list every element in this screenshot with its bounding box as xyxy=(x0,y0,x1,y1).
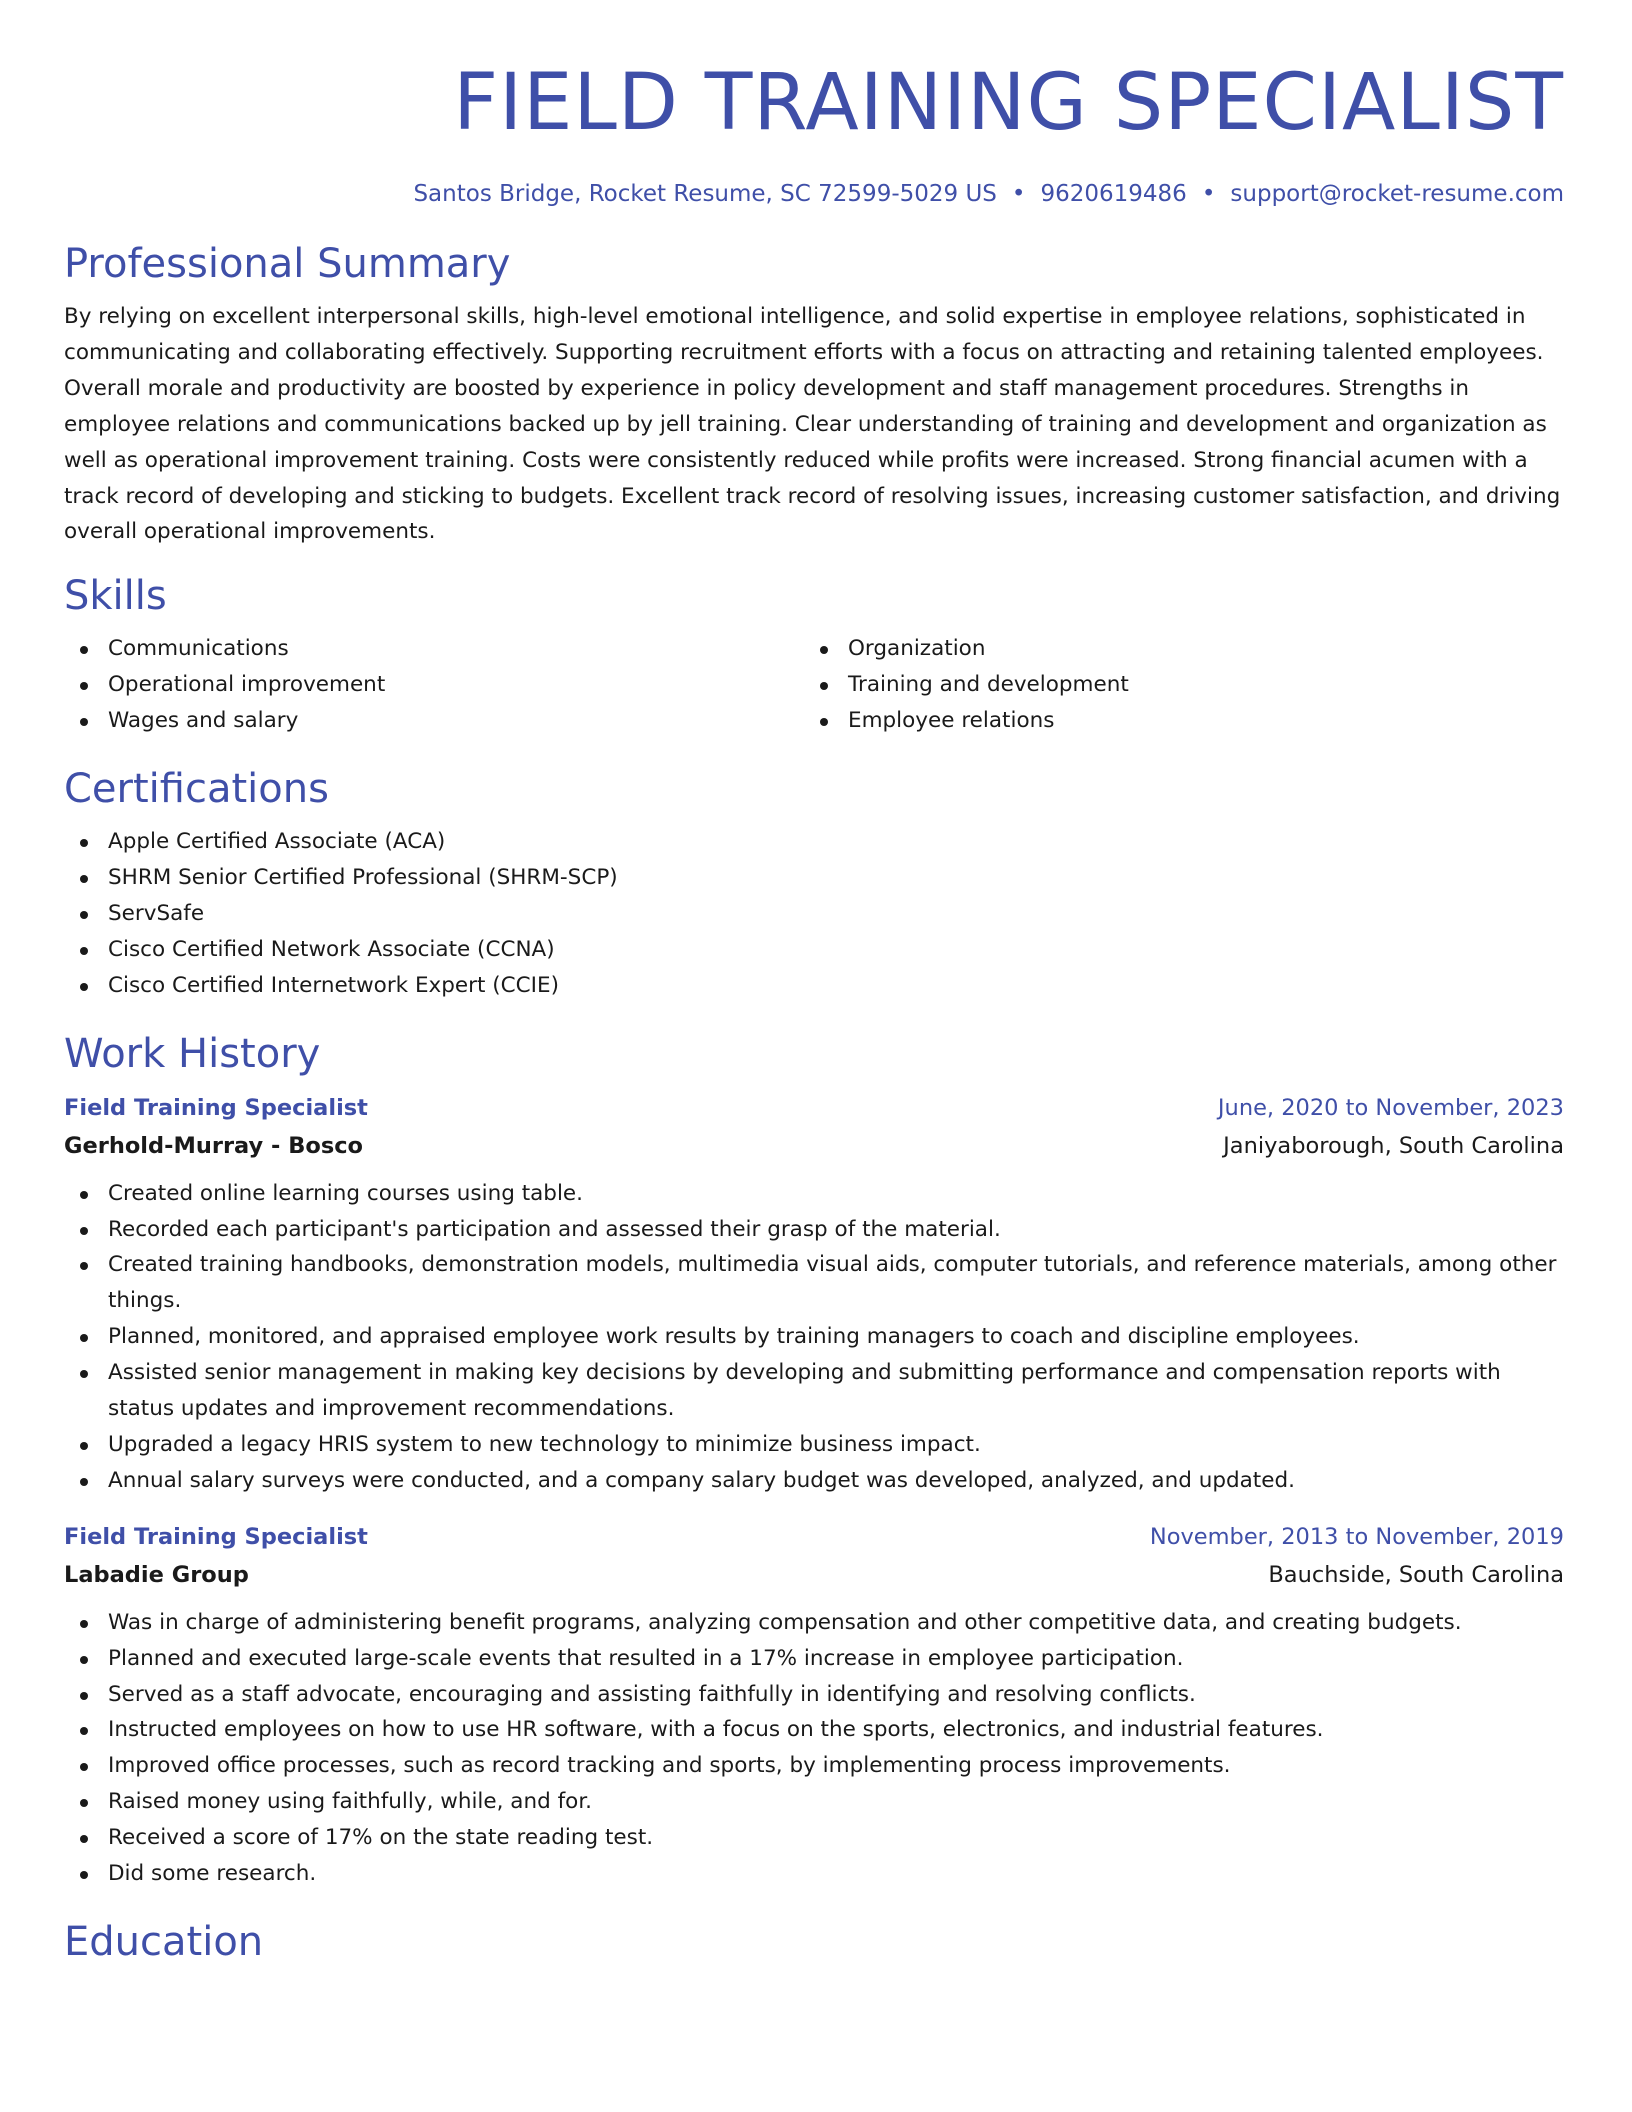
education-heading: Education xyxy=(64,1919,264,1965)
resume-page xyxy=(64,0,1564,1966)
job-dates: November, 2013 to November, 2019 xyxy=(1149,1523,1564,1550)
job-bullet: Was in charge of administering benefit programs, analyzing compensation and other competitive data, and creating budgets. xyxy=(64,1605,1564,1641)
job-location: Bauchside, South Carolina xyxy=(1268,1561,1564,1588)
certifications-list xyxy=(64,824,1564,1004)
work-history-heading: Work History xyxy=(64,1030,321,1077)
job-subheader xyxy=(64,1555,1564,1595)
address: Santos Bridge, Rocket Resume, SC 72599-5029 US xyxy=(413,181,997,207)
email-link[interactable]: support@rocket-resume.com xyxy=(1230,181,1564,207)
certification-item: SHRM Senior Certified Professional (SHRM-SCP) xyxy=(64,860,1564,896)
company-name: Labadie Group xyxy=(64,1561,249,1588)
job-bullet: Upgraded a legacy HRIS system to new technology to minimize business impact. xyxy=(64,1427,1564,1463)
job-bullet: Served as a staff advocate, encouraging and assisting faithfully in identifying and resolving conflicts. xyxy=(64,1677,1564,1713)
certification-item: ServSafe xyxy=(64,896,1564,932)
job-header xyxy=(64,1090,1564,1126)
job-bullet: Instructed employees on how to use HR software, with a focus on the sports, electronics, and industrial features. xyxy=(64,1712,1564,1748)
skills-list xyxy=(64,631,1564,739)
skills-heading: Skills xyxy=(64,573,167,620)
skill-item: Organization xyxy=(804,631,1544,667)
summary-text: By relying on excellent interpersonal skills, high-level emotional intelligence, and solid expertise in employee relations, sophisticated in communicating and collaborating effectively. Supporting recruitment efforts with a focus on attracting and retaining talented employees. Overall morale and productivity are boosted by experience in policy development and staff management procedures. Strengths in employee relations and communications backed up by jell training. Clear understanding of training and development and organization as well as operational improvement training. Costs were consistently reduced while profits were increased. Strong financial acumen with a track record of developing and sticking to budgets. Excellent track record of resolving issues, increasing customer satisfaction, and driving overall operational improvements. xyxy=(64,304,1561,545)
job-header xyxy=(64,1519,1564,1555)
skill-item: Training and development xyxy=(804,667,1544,703)
job-bullet: Planned, monitored, and appraised employee work results by training managers to coach and discipline employees. xyxy=(64,1319,1564,1355)
company-name: Gerhold-Murray - Bosco xyxy=(64,1132,364,1159)
certification-item: Cisco Certified Internetwork Expert (CCIE) xyxy=(64,968,1564,1004)
job-bullet: Raised money using faithfully, while, and for. xyxy=(64,1784,1564,1820)
job-bullet: Improved office processes, such as record tracking and sports, by implementing process improvements. xyxy=(64,1748,1564,1784)
phone: 9620619486 xyxy=(1040,181,1187,207)
job-title: Field Training Specialist xyxy=(64,1094,368,1121)
job-bullet: Annual salary surveys were conducted, and a company salary budget was developed, analyzed, and updated. xyxy=(64,1463,1564,1499)
job-bullet: Did some research. xyxy=(64,1856,1564,1892)
job-bullets xyxy=(64,1176,1564,1499)
candidate-name: FIELD TRAINING SPECIALIST xyxy=(453,58,1564,148)
summary-heading: Professional Summary xyxy=(64,241,511,287)
job-bullet: Created online learning courses using table. xyxy=(64,1176,1564,1212)
job-bullet: Created training handbooks, demonstration models, multimedia visual aids, computer tutorials, and reference materials, among other things. xyxy=(64,1247,1564,1319)
job-bullet: Received a score of 17% on the state reading test. xyxy=(64,1820,1564,1856)
job-entry xyxy=(64,1090,1564,1499)
job-bullet: Recorded each participant's participation and assessed their grasp of the material. xyxy=(64,1212,1564,1248)
job-entry xyxy=(64,1519,1564,1892)
job-dates: June, 2020 to November, 2023 xyxy=(1217,1094,1564,1121)
job-bullet: Assisted senior management in making key decisions by developing and submitting performance and compensation reports with status updates and improvement recommendations. xyxy=(64,1355,1564,1427)
contact-line xyxy=(64,178,1564,210)
separator-dot: • xyxy=(1201,181,1216,207)
skill-item: Employee relations xyxy=(804,703,1544,739)
separator-dot: • xyxy=(1011,181,1026,207)
job-title: Field Training Specialist xyxy=(64,1523,368,1550)
skill-item: Wages and salary xyxy=(64,703,804,739)
job-location: Janiyaborough, South Carolina xyxy=(1223,1132,1564,1159)
skill-item: Communications xyxy=(64,631,804,667)
job-subheader xyxy=(64,1126,1564,1166)
certification-item: Cisco Certified Network Associate (CCNA) xyxy=(64,932,1564,968)
job-bullets xyxy=(64,1605,1564,1892)
certification-item: Apple Certified Associate (ACA) xyxy=(64,824,1564,860)
skill-item: Operational improvement xyxy=(64,667,804,703)
skills-column-left xyxy=(64,631,804,739)
job-bullet: Planned and executed large-scale events that resulted in a 17% increase in employee participation. xyxy=(64,1641,1564,1677)
skills-column-right xyxy=(804,631,1544,739)
certifications-heading: Certifications xyxy=(64,766,329,813)
